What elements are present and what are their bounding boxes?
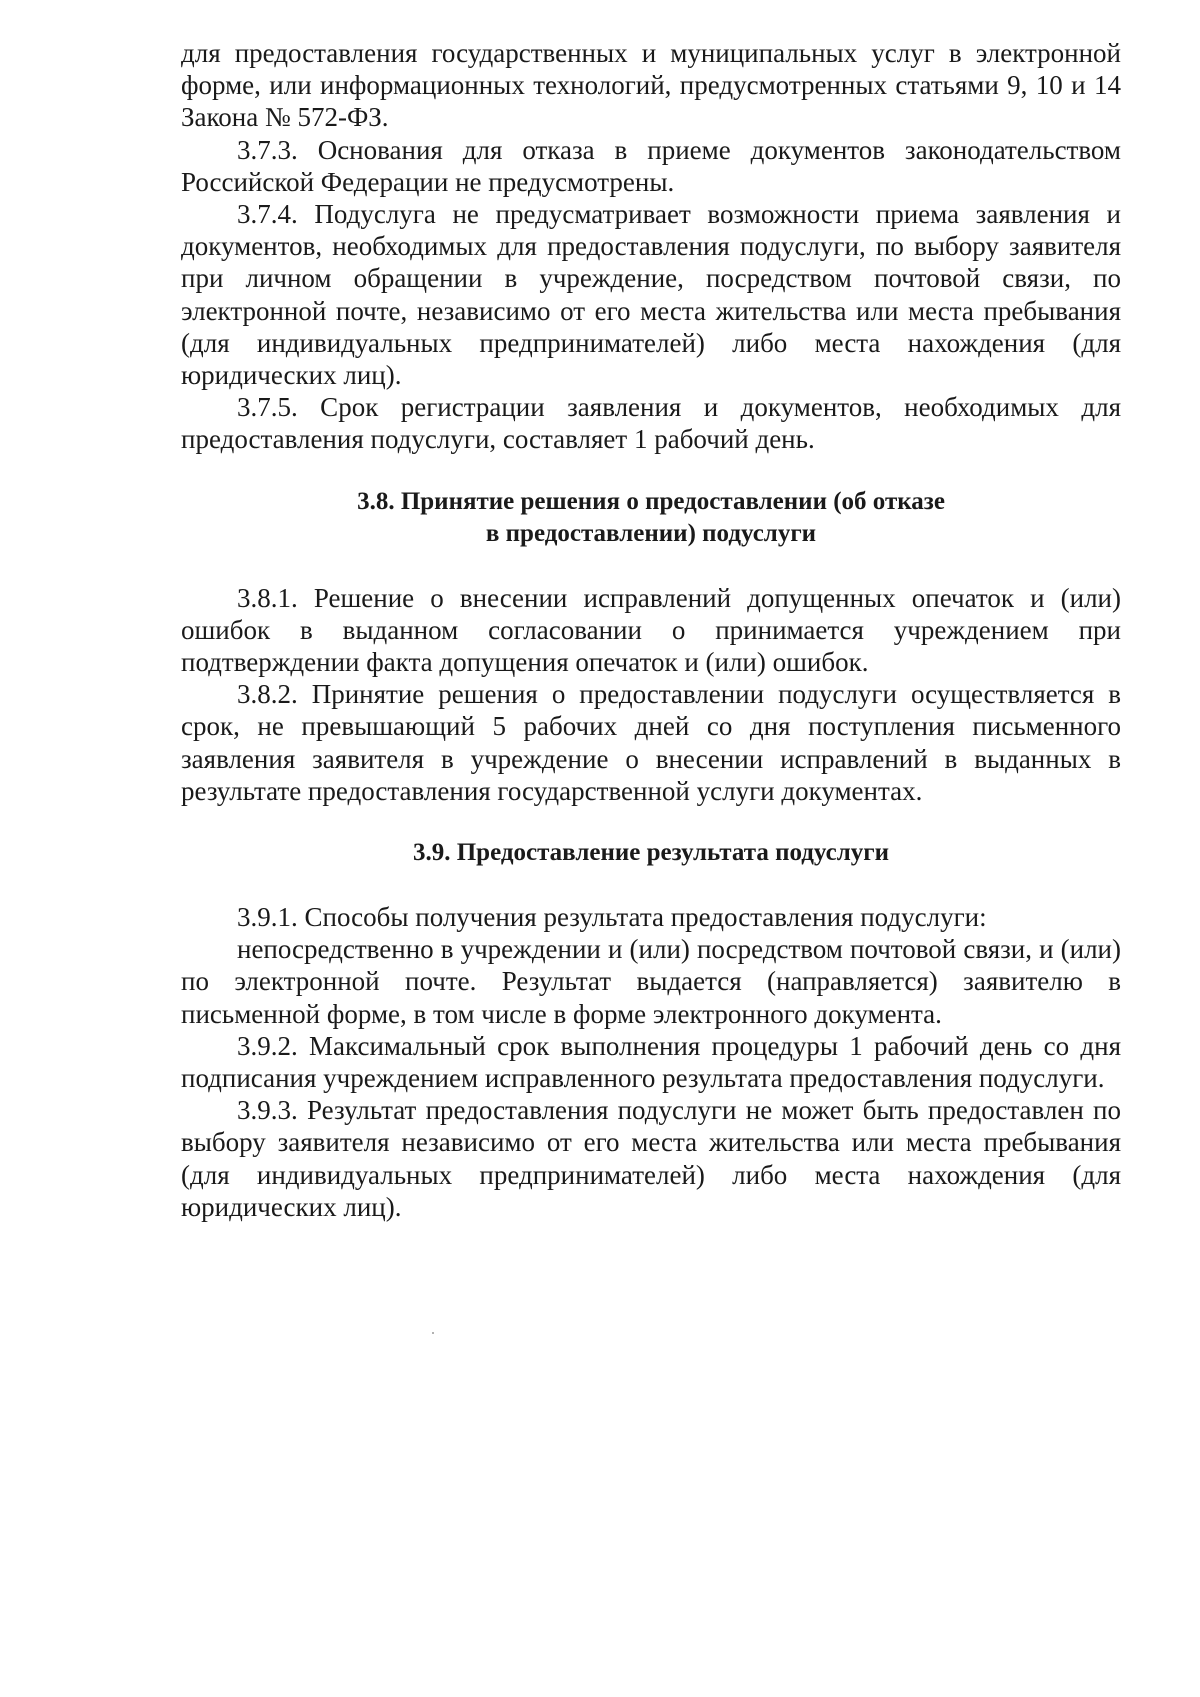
spacer [181, 550, 1121, 582]
spacer [181, 807, 1121, 837]
paragraph-3-7-5: 3.7.5. Срок регистрации заявления и документов, необходимых для предоставления подуслуги, составляет 1 рабочий день. [181, 392, 1121, 455]
paragraph-3-9-3: 3.9.3. Результат предоставления подуслуги не может быть предоставлен по выбору заявителя независимо от его места жительства или места пребывания (для индивидуальных предпринимателей) либо места нахождения (для юридических лиц). [181, 1095, 1121, 1222]
document-page [181, 37, 1121, 1223]
paragraph-3-9-2: 3.9.2. Максимальный срок выполнения процедуры 1 рабочий день со дня подписания учреждением исправленного результата предоставления подуслуги. [181, 1030, 1121, 1094]
section-heading-3-8-line2: в предоставлении) подуслуги [485, 519, 817, 547]
section-heading-3-9: 3.9. Предоставление результата подуслуги [412, 839, 890, 867]
scan-speck [432, 1332, 434, 1334]
paragraph-3-9-1: 3.9.1. Способы получения результата предоставления подуслуги: [237, 902, 987, 933]
section-heading-3-8 [181, 486, 1121, 550]
paragraph-continuation: для предоставления государственных и муниципальных услуг в электронной форме, или информационных технологий, предусмотренных статьями 9, 10 и 14 Закона № 572-ФЗ. [181, 38, 1121, 133]
spacer [181, 869, 1121, 901]
paragraph-3-9-1-detail: непосредственно в учреждении и (или) посредством почтовой связи, и (или) по электронной почте. Результат выдается (направляется) заявителю в письменной форме, в том числе в форме электронного документа. [181, 934, 1121, 1029]
paragraph-3-7-3: 3.7.3. Основания для отказа в приеме документов законодательством Российской Федерации не предусмотрены. [181, 134, 1121, 197]
paragraph-3-7-4: 3.7.4. Подуслуга не предусматривает возможности приема заявления и документов, необходимых для предоставления подуслуги, по выбору заявителя при личном обращении в учреждение, посредством почтовой связи, по электронной почте, независимо от его места жительства или места пребывания (для индивидуальных предпринимателей) либо места нахождения (для юридических лиц). [181, 199, 1121, 391]
paragraph-3-8-1: 3.8.1. Решение о внесении исправлений допущенных опечаток и (или) ошибок в выданном согласовании о принимается учреждением при подтверждении факта допущения опечаток и (или) ошибок. [181, 582, 1121, 678]
paragraph-3-8-2: 3.8.2. Принятие решения о предоставлении подуслуги осуществляется в срок, не превышающий 5 рабочих дней со дня поступления письменного заявления заявителя в учреждение о внесении исправлений в выданных в результате предоставления государственной услуги документах. [181, 679, 1121, 806]
section-heading-3-8-line1: 3.8. Принятие решения о предоставлении (об отказе [357, 487, 945, 515]
spacer [181, 456, 1121, 486]
